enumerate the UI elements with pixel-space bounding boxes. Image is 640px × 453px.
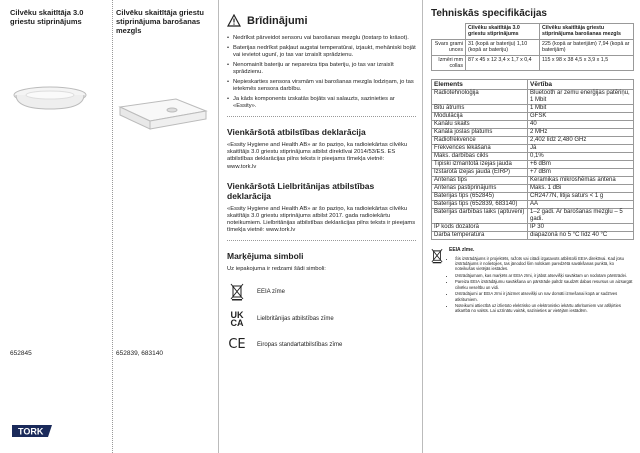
table-row bbox=[432, 209, 634, 224]
element-label: Darba temperatūra bbox=[432, 232, 528, 240]
element-value: Keramikas mikroshēmas antena bbox=[528, 177, 634, 185]
eeia-section bbox=[431, 248, 634, 315]
eeia-item: • Šis izstrādājums ir projektēts, ražots vai citādi izgatavots atbilstoši EEIA direktīvai. Kad jūsu izstrādājums ir nolietojies, tas jānodod šim nolūkam paredzētā savākšanas punktā, ko noteikušas vietējās iestādes. bbox=[455, 256, 634, 272]
spec-label: Izmēri mm collas bbox=[432, 55, 466, 71]
table-row bbox=[432, 137, 634, 145]
element-value: Bluetooth ar zemu enerģijas patēriņu, 1 Mbit bbox=[528, 90, 634, 105]
element-value: +7 dBm bbox=[528, 169, 634, 177]
warnings-list bbox=[227, 35, 416, 110]
table-row bbox=[432, 185, 634, 193]
uk-declaration-text: «Essity Hygiene and Health AB» ar šo paziņo, ka radioiekārtas cilvēku skaitītājs 3.0 griestu stiprinājums atbilst 2017. gada radioiekārtu noteikumiem. Lielbritānijas atbilstības deklarācijas pilns teksts ir pieejams tīmekļa vietnē: www.tork.lv bbox=[227, 206, 416, 233]
symbol-label: Lielbritānijas atbilstības zīme bbox=[257, 316, 334, 322]
product-column-powerpack bbox=[112, 0, 218, 453]
tech-col-a: Cilvēku skaitītāja 3.0 griestu stiprinājums bbox=[466, 24, 540, 40]
tech-specs-table bbox=[431, 23, 634, 71]
table-row bbox=[432, 169, 634, 177]
spec-value: 115 x 98 x 38 4,5 x 3,9 x 1,5 bbox=[540, 55, 634, 71]
product-column-mount bbox=[0, 0, 112, 453]
element-value: 40 bbox=[528, 121, 634, 129]
eu-declaration-url: www.tork.lv bbox=[227, 164, 257, 170]
ce-mark-icon: CE bbox=[228, 337, 246, 352]
element-value: 1 Mbit bbox=[528, 105, 634, 113]
product-title-powerpack: Cilvēku skaitītāja griestu stiprinājuma barošanas mezgls bbox=[116, 8, 204, 35]
table-row bbox=[432, 153, 634, 161]
elements-head: Elements bbox=[432, 80, 528, 90]
table-row bbox=[432, 39, 634, 55]
warning-triangle-icon bbox=[227, 14, 241, 27]
product-code-mount: 652845 bbox=[10, 350, 32, 357]
weee-bin-icon bbox=[230, 283, 244, 301]
element-label: Antenas tips bbox=[432, 177, 528, 185]
product-code-powerpack: 652839, 683140 bbox=[116, 350, 163, 357]
element-value: 2 MHz bbox=[528, 129, 634, 137]
table-row bbox=[432, 177, 634, 185]
eu-declaration-heading: Vienkāršotā atbilstības deklarācija bbox=[227, 127, 366, 137]
weee-bin-icon bbox=[431, 248, 443, 264]
eu-declaration-text: «Essity Hygiene and Health AB» ar šo paziņo, ka radioiekārtas cilvēku skaitītājs 3.0 griestu stiprinājums atbilst direktīvai 2014/53/ES. ES atbilstības deklarācijas pilns teksts ir pieejams tīmekļa vietnē: bbox=[227, 142, 408, 162]
table-row bbox=[432, 90, 634, 105]
table-row bbox=[432, 232, 634, 240]
uk-declaration-heading: Vienkāršotā Lielbritānijas atbilstības deklarācija bbox=[227, 181, 375, 201]
symbol-label: EEIA zīme bbox=[257, 289, 286, 295]
eeia-item: • Pareiza EEIA izstrādājumu savākšana un pārstrāde palīdz saudzēt dabas resursus un aizsargāt cilvēku veselību un vidi. bbox=[455, 279, 634, 289]
symbols-heading: Marķējuma simboli bbox=[227, 251, 304, 261]
table-row bbox=[432, 55, 634, 71]
element-label: Radiofrekvence bbox=[432, 137, 528, 145]
spec-value: 87 x 45 x 12 3,4 x 1,7 x 0,4 bbox=[466, 55, 540, 71]
table-row bbox=[432, 193, 634, 201]
eeia-item: • Izstrādājumam, kas marķēts ar EEIA zīmi, ir jābūt atsevišķi savāktam un nodotam pārstrādei. bbox=[455, 273, 634, 278]
symbols-intro: Uz iepakojuma ir redzami šādi simboli: bbox=[227, 266, 326, 272]
value-head: Vērtība bbox=[528, 80, 634, 90]
table-row bbox=[432, 121, 634, 129]
specifications-column bbox=[422, 0, 640, 453]
element-label: Bitu ātrums bbox=[432, 105, 528, 113]
tork-logo bbox=[10, 424, 54, 438]
element-label: Maks. darbības cikls bbox=[432, 153, 528, 161]
warning-item: • Nedrīkst pārveidot sensoru vai barošanas mezglu (tostarp to krāsot). bbox=[227, 35, 416, 42]
element-label: Baterijas tips (652839, 683140) bbox=[432, 201, 528, 209]
table-row bbox=[432, 113, 634, 121]
element-label: IP kods dozatorā bbox=[432, 224, 528, 232]
element-label: Kanāla joslas platums bbox=[432, 129, 528, 137]
element-label: Modulācija bbox=[432, 113, 528, 121]
element-value: AA bbox=[528, 201, 634, 209]
element-label: Frekvences lēkāšana bbox=[432, 145, 528, 153]
element-label: Kanālu skaits bbox=[432, 121, 528, 129]
brand-text: TORK bbox=[18, 426, 44, 437]
element-label: Antenas pastiprinājums bbox=[432, 185, 528, 193]
spec-label: Svars grami unces bbox=[432, 39, 466, 55]
warning-item: • Nenomainīt bateriju ar nepareiza tipa bateriju, jo tas var izraisīt sprādzienu. bbox=[227, 62, 416, 76]
element-value: Jā bbox=[528, 145, 634, 153]
eeia-title: EEIA zīme. bbox=[449, 247, 475, 254]
warnings-heading: Brīdinājumi bbox=[247, 14, 308, 27]
product-title-mount: Cilvēku skaitītāja 3.0 griestu stiprinājums bbox=[10, 8, 84, 26]
element-label: Baterijas tips (652845) bbox=[432, 193, 528, 201]
warning-item: • Ja kāds komponents izskatās bojāts vai salauzts, sazinieties ar «Essity». bbox=[227, 96, 416, 110]
tech-specs-heading: Tehniskās specifikācijas bbox=[431, 8, 547, 19]
table-row bbox=[432, 201, 634, 209]
element-value: 2,402 līdz 2,480 GHz bbox=[528, 137, 634, 145]
element-label: Tipiski izmantotā izejas jauda bbox=[432, 161, 528, 169]
eeia-item: • Izstrādājumi ar EEIA zīmi ir jāizmet atsevišķi un nav domāti izmešanai kopā ar sadzīves atkritumiem. bbox=[455, 291, 634, 301]
elements-table bbox=[431, 79, 634, 240]
element-label: Radiotehnoloģija bbox=[432, 90, 528, 105]
element-label: Baterijas darbības laiks (aptuveni) bbox=[432, 209, 528, 224]
ceiling-mount-image bbox=[10, 81, 90, 121]
table-row bbox=[432, 161, 634, 169]
ukca-mark-icon: UK CA bbox=[230, 310, 244, 328]
table-row bbox=[432, 105, 634, 113]
symbol-row-ce bbox=[227, 337, 416, 352]
symbol-row-weee bbox=[227, 283, 416, 301]
power-pack-image bbox=[116, 95, 210, 135]
element-value: CR2477N, litija saturs < 1 g bbox=[528, 193, 634, 201]
table-row bbox=[432, 145, 634, 153]
warnings-column bbox=[218, 0, 422, 453]
spec-value: 31 (kopā ar bateriju) 1,10 (kopā ar bateriju) bbox=[466, 39, 540, 55]
element-value: diapazonā no 5 °C līdz 40 °C bbox=[528, 232, 634, 240]
element-value: GFSK bbox=[528, 113, 634, 121]
element-value: Maks. 1 dBi bbox=[528, 185, 634, 193]
symbol-label: Eiropas standartatbilstības zīme bbox=[257, 341, 343, 348]
table-row bbox=[432, 129, 634, 137]
element-value: +6 dBm bbox=[528, 161, 634, 169]
tech-col-b: Cilvēku skaitītāja griestu stiprinājuma barošanas mezgls bbox=[540, 24, 634, 40]
element-label: Izstarotā izejas jauda (EIRP) bbox=[432, 169, 528, 177]
warnings-header bbox=[227, 14, 416, 27]
element-value: 1–2 gadi. Ar barošanas mezglu – 5 gadi. bbox=[528, 209, 634, 224]
warning-item: • Nepieskarties sensora virsmām vai barošanas mezgla lodziņam, jo tas ietekmēs sensora darbību. bbox=[227, 79, 416, 93]
element-value: 0,1% bbox=[528, 153, 634, 161]
spec-value: 225 (kopā ar baterijām) 7,94 (kopā ar baterijām) bbox=[540, 39, 634, 55]
table-row bbox=[432, 224, 634, 232]
symbol-row-ukca bbox=[227, 311, 416, 327]
eeia-item: • Noteikumi attiecībā uz izlietoto elektrisko un elektronisko iekārtu atkritumiem var atšķirties atkarībā no valsts. Lai uzzinātu vairāk, sazinieties ar vietējām iestādēm. bbox=[455, 303, 634, 313]
warning-item: • Baterijas nedrīkst pakļaut augstai temperatūrai, izjaukt, mehāniski bojāt vai ievietot ugunī, jo tas var izraisīt sprādzienu. bbox=[227, 45, 416, 59]
element-value: IP 30 bbox=[528, 224, 634, 232]
